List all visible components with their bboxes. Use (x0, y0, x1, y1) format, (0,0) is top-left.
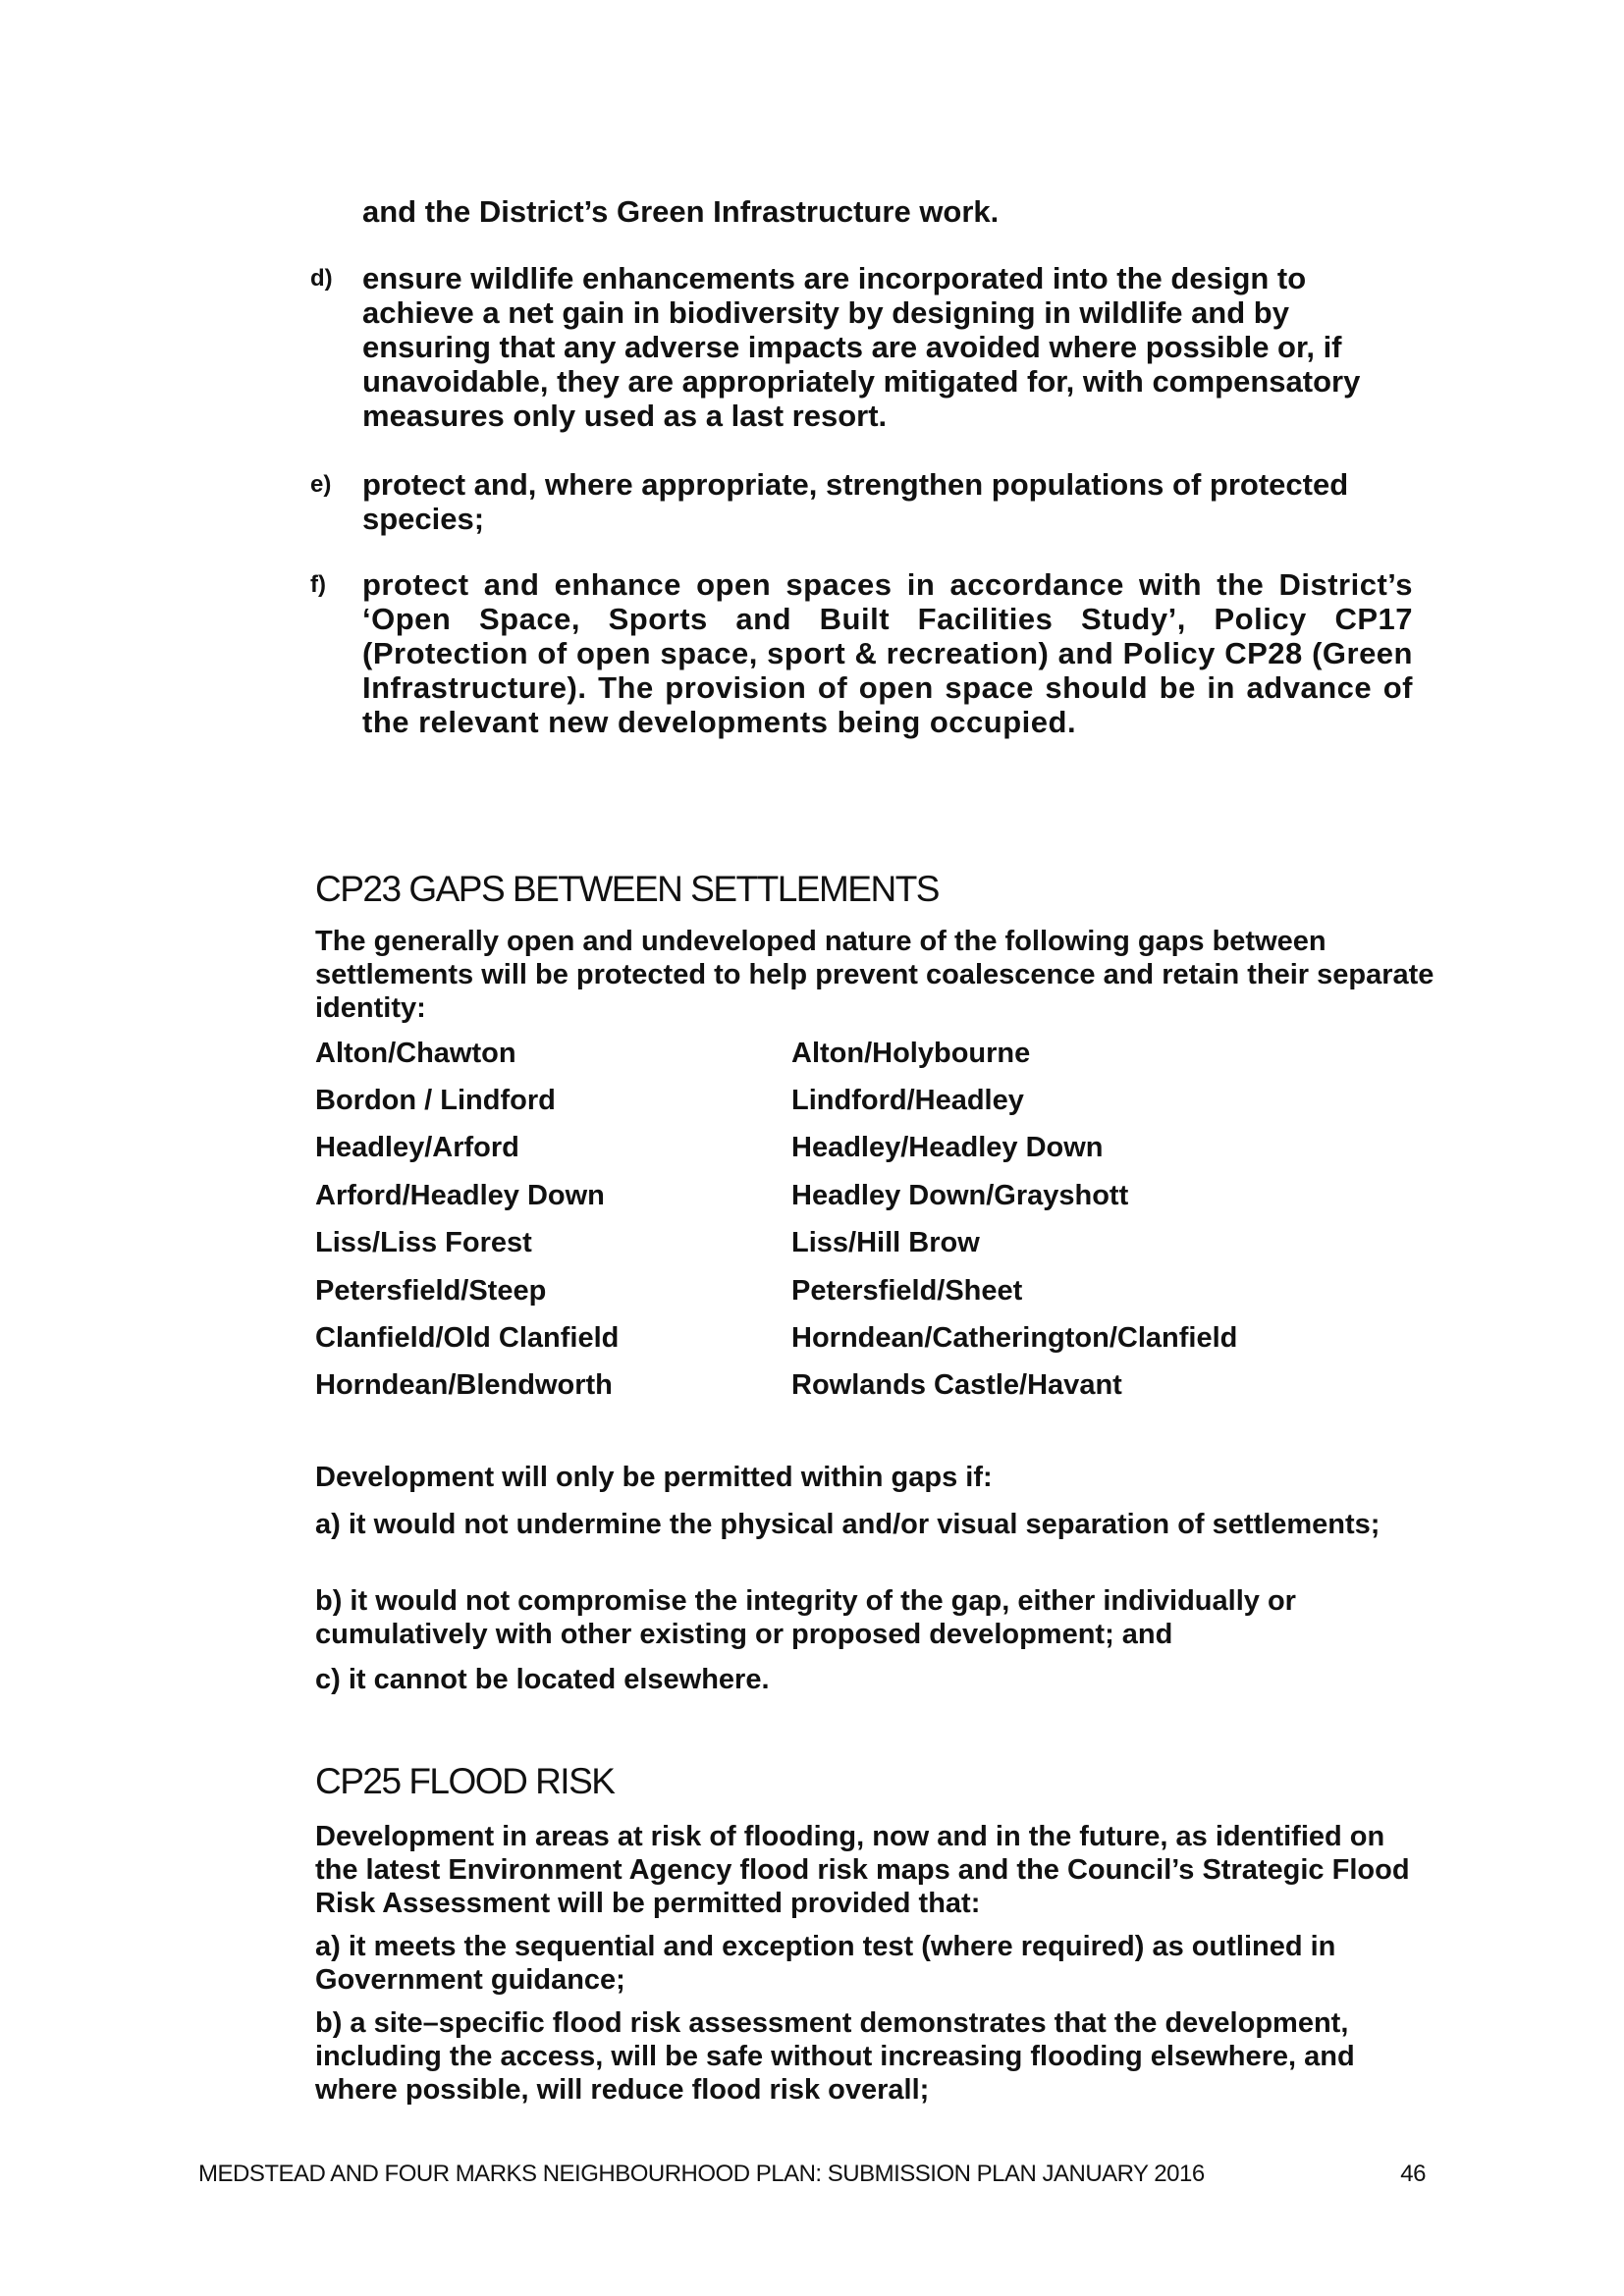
gap-right: Horndean/Catherington/Clanfield (791, 1322, 1238, 1354)
list-letter-f: f) (310, 571, 326, 598)
gap-left: Alton/Chawton (315, 1038, 516, 1069)
gap-row (315, 1176, 1415, 1215)
intro-continuation: and the District’s Green Infrastructure work. (362, 194, 1000, 229)
gap-right: Rowlands Castle/Havant (791, 1369, 1122, 1401)
cp23-condition-a: a) it would not undermine the physical and/or visual separation of settlements; (315, 1509, 1380, 1540)
gap-row (315, 1128, 1415, 1167)
cp23-intro: The generally open and undeveloped nature of the following gaps between settlements will be protected to help prevent coalescence and retain their separate identity: (315, 926, 1435, 1024)
gap-left: Petersfield/Steep (315, 1275, 547, 1307)
gap-right: Petersfield/Sheet (791, 1275, 1023, 1307)
gap-row (315, 1034, 1415, 1073)
list-item-e: protect and, where appropriate, strengthen populations of protected species; (362, 467, 1349, 536)
gap-left: Headley/Arford (315, 1132, 519, 1163)
cp25-condition-b: b) a site–specific flood risk assessment demonstrates that the development, including the access, will be safe without increasing flooding elsewhere, and where possible, will reduce flood risk overall; (315, 2007, 1355, 2106)
list-item-f: protect and enhance open spaces in accordance with the District’s ‘Open Space, Sports and Built Facilities Study’, Policy CP17 (Protection of open space, sport & recreation) and Policy CP28 (Green Infrastructure). The provision of open space should be in advance of the relevant new developments being occupied. (362, 567, 1413, 739)
gap-row (315, 1271, 1415, 1310)
page-number: 46 (1400, 2161, 1426, 2187)
gap-right: Liss/Hill Brow (791, 1227, 980, 1258)
gap-row (315, 1081, 1415, 1120)
cp23-heading: CP23 GAPS BETWEEN SETTLEMENTS (315, 869, 939, 909)
gap-left: Horndean/Blendworth (315, 1369, 613, 1401)
gap-row (315, 1365, 1415, 1405)
cp23-condition-c: c) it cannot be located elsewhere. (315, 1664, 770, 1695)
gap-left: Bordon / Lindford (315, 1085, 556, 1116)
gap-right: Lindford/Headley (791, 1085, 1024, 1116)
gap-row (315, 1223, 1415, 1262)
list-letter-d: d) (310, 265, 333, 292)
footer-title: MEDSTEAD AND FOUR MARKS NEIGHBOURHOOD PLAN: SUBMISSION PLAN JANUARY 2016 (198, 2161, 1205, 2187)
cp23-conditions-intro: Development will only be permitted within gaps if: (315, 1462, 993, 1493)
cp25-intro: Development in areas at risk of flooding, now and in the future, as identified on the latest Environment Agency flood risk maps and the Council’s Strategic Flood Risk Assessment will be permitted provided that: (315, 1821, 1410, 1919)
gap-row (315, 1318, 1415, 1358)
list-item-d: ensure wildlife enhancements are incorporated into the design to achieve a net gain in biodiversity by designing in wildlife and by ensuring that any adverse impacts are avoided where possible or, if unavoidable, they are appropriately mitigated for, with compensatory measures only used as a last resort. (362, 261, 1361, 433)
gap-left: Liss/Liss Forest (315, 1227, 532, 1258)
gap-right: Headley/Headley Down (791, 1132, 1104, 1163)
cp25-heading: CP25 FLOOD RISK (315, 1761, 615, 1801)
gap-right: Alton/Holybourne (791, 1038, 1031, 1069)
cp23-condition-b: b) it would not compromise the integrity of the gap, either individually or cumulatively with other existing or proposed development; and (315, 1585, 1296, 1650)
cp25-condition-a: a) it meets the sequential and exception test (where required) as outlined in Government guidance; (315, 1931, 1336, 1996)
gap-left: Arford/Headley Down (315, 1180, 605, 1211)
gap-right: Headley Down/Grayshott (791, 1180, 1129, 1211)
list-letter-e: e) (310, 471, 332, 498)
gap-left: Clanfield/Old Clanfield (315, 1322, 620, 1354)
